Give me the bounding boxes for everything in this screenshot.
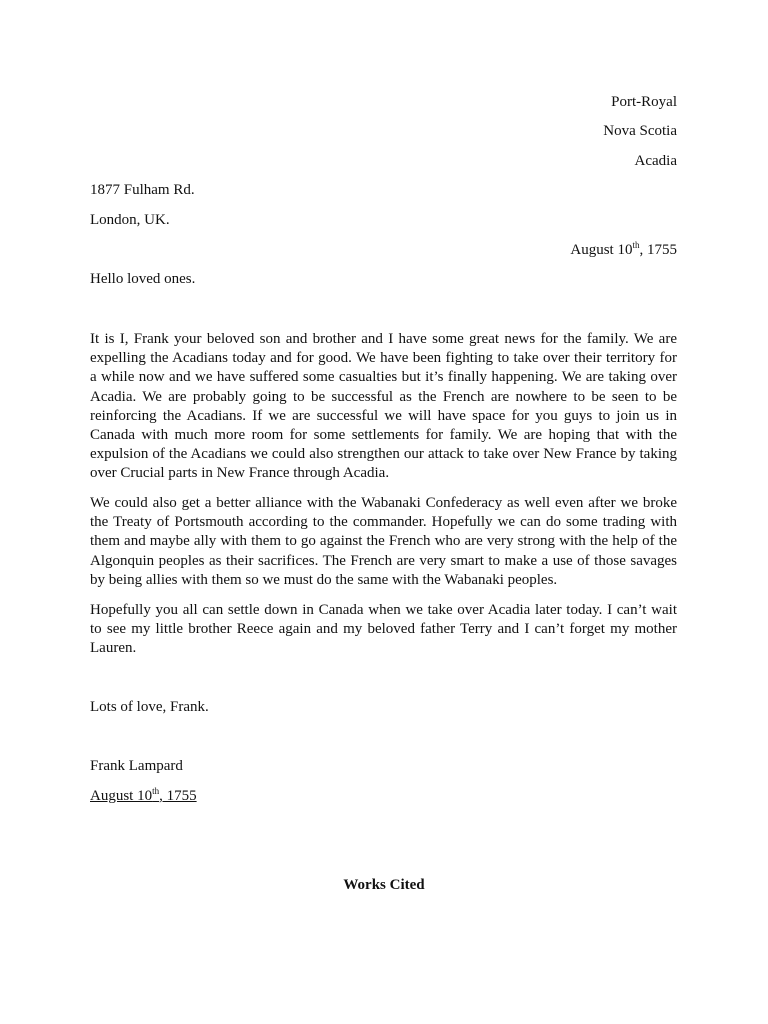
paragraph-line: Algonquin peoples as their sacrifices. The French are very smart to make a use of those savages: [90, 552, 677, 569]
paragraph-line: by being allies with them so we must do the same with the Wabanaki peoples.: [90, 571, 558, 588]
body-paragraph-3: [90, 601, 677, 659]
paragraph-line: the Treaty of Portsmouth according to the commander. Hopefully we can do some trading with: [90, 514, 677, 531]
signature-name: Frank Lampard: [90, 758, 183, 774]
signature-date-year: , 1755: [159, 788, 197, 804]
closing: Lots of love, Frank.: [90, 699, 209, 715]
paragraph-line: Acadia. We are probably going to be successful as the French are nowhere to be seen to be: [90, 388, 677, 405]
paragraph-line: expelling the Acadians today and for good. We have been fighting to take over their territory for: [90, 350, 677, 367]
date-suffix: th: [632, 240, 640, 250]
signature-date-month-day: August 10: [90, 788, 153, 804]
sender-address-line-1: Port-Royal: [611, 94, 677, 110]
paragraph-line: to see my little brother Reece again and my beloved father Terry and I can’t forget my mother: [90, 621, 677, 638]
paragraph-line: Hopefully you all can settle down in Canada when we take over Acadia later today. I can’t wait: [90, 602, 677, 618]
signature-date-suffix: th: [152, 786, 160, 796]
date-month-day: August 10: [570, 242, 633, 258]
recipient-address-line-2: London, UK.: [90, 212, 170, 228]
paragraph-line: We could also get a better alliance with the Wabanaki Confederacy as well even after we broke: [90, 495, 677, 511]
paragraph-line: expulsion of the Acadians we could also strengthen our attack to take over New France by taking: [90, 446, 677, 463]
body-paragraph-2: [90, 494, 677, 590]
sender-address-line-2: Nova Scotia: [603, 123, 677, 139]
sender-address-line-3: Acadia: [634, 153, 677, 169]
body-paragraph-1: [90, 330, 677, 484]
greeting: Hello loved ones.: [90, 271, 196, 287]
paragraph-line: them and maybe ally with them to go against the French who are very strong with the help of the: [90, 533, 677, 550]
paragraph-line: a while now and we have suffered some casualties but it’s finally happening. We are taking over: [90, 369, 677, 386]
paragraph-line: over Crucial parts in New France through Acadia.: [90, 465, 390, 482]
letter-date: [90, 241, 677, 260]
works-cited-heading: Works Cited: [343, 877, 425, 893]
paragraph-line: Canada with much more room for some settlements for family. We are hoping that with the: [90, 426, 677, 443]
signature-date: [90, 787, 677, 806]
paragraph-line: reinforcing the Acadians. If we are successful we will have space for you guys to join us in: [90, 407, 677, 424]
signature-date-text: [90, 788, 197, 804]
paragraph-line: It is I, Frank your beloved son and brother and I have some great news for the family. We are: [90, 331, 677, 347]
date-year: , 1755: [639, 242, 677, 258]
recipient-address-line-1: 1877 Fulham Rd.: [90, 182, 195, 198]
paragraph-line: Lauren.: [90, 640, 137, 657]
